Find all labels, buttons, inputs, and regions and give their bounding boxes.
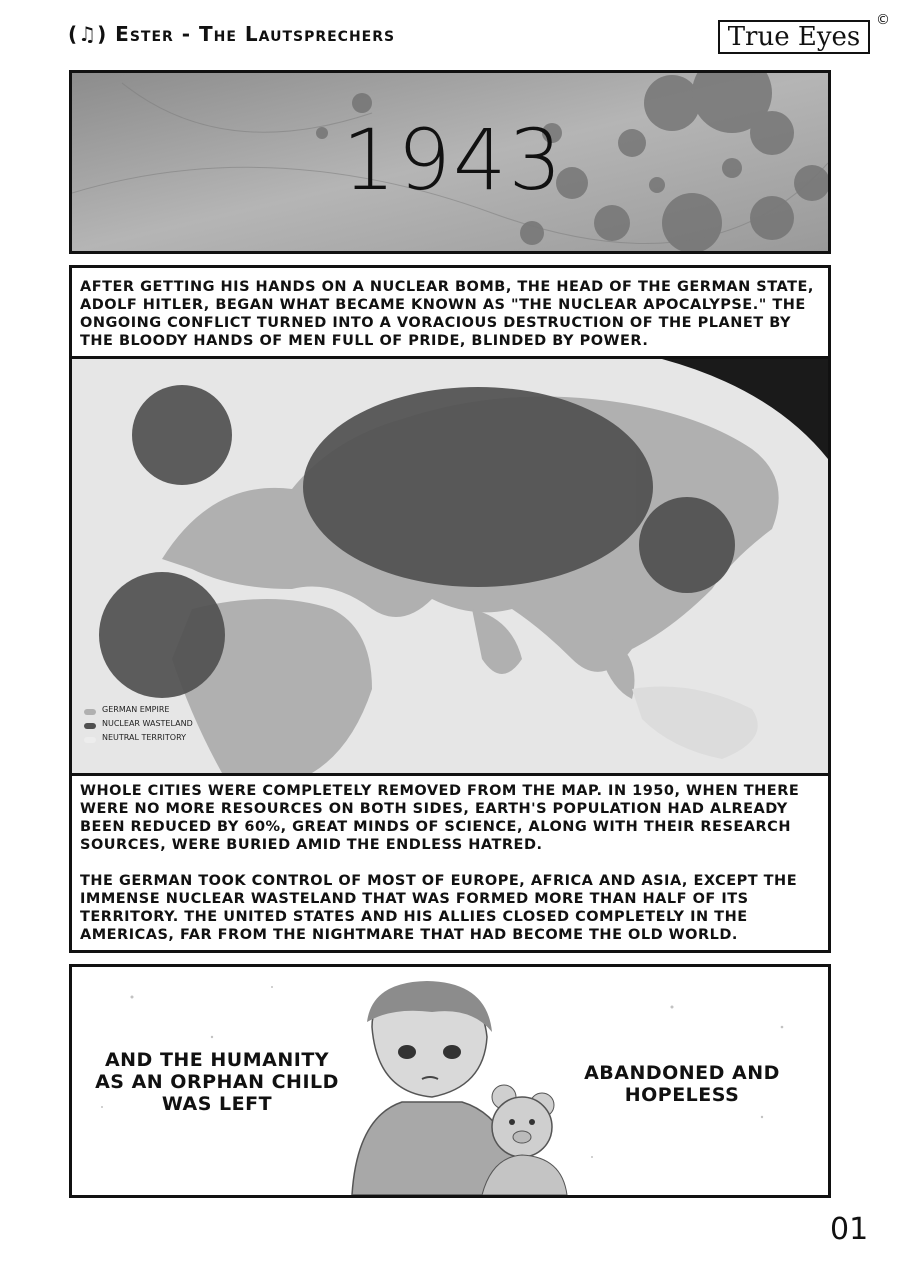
legend-label-german-empire: GERMAN EMPIRE bbox=[102, 705, 170, 714]
orphan-child-panel bbox=[69, 964, 831, 1198]
legend-swatch-german-empire bbox=[84, 709, 96, 715]
teddy-bear bbox=[482, 1085, 567, 1195]
page-number: 01 bbox=[830, 1212, 869, 1247]
year-title: 1943 bbox=[342, 111, 564, 209]
legend-label-neutral-territory: NEUTRAL TERRITORY bbox=[102, 733, 187, 742]
legend-label-nuclear-wasteland: NUCLEAR WASTELAND bbox=[102, 719, 193, 728]
year-panel bbox=[69, 70, 831, 254]
map-panel bbox=[69, 265, 831, 953]
legend-swatch-nuclear-wasteland bbox=[84, 723, 96, 729]
legend-swatch-neutral-territory bbox=[84, 737, 96, 743]
comic-header-title: (♫) Ester - The Lautsprechers bbox=[68, 22, 396, 46]
copyright-symbol: © bbox=[876, 12, 890, 28]
world-map bbox=[72, 356, 828, 776]
speech-bubble-left: AND THE HUMANITY AS AN ORPHAN CHILD WAS LEFT bbox=[95, 1049, 339, 1115]
speech-bubble-right: ABANDONED AND HOPELESS bbox=[584, 1062, 780, 1106]
narration-box-territory: THE GERMAN TOOK CONTROL OF MOST OF EUROPE, AFRICA AND ASIA, EXCEPT THE IMMENSE NUCLEAR WASTELAND THAT WAS FORMED MORE THAN HALF OF ITS TERRITORY. THE UNITED STATES AND HIS ALLIES CLOSED COMPLETELY IN THE AMERICAS, FAR FROM THE NIGHTMARE THAT HAD BECOME THE OLD WORLD. bbox=[80, 873, 798, 943]
narration-box-destruction: WHOLE CITIES WERE COMPLETELY REMOVED FROM THE MAP. IN 1950, WHEN THERE WERE NO MORE RESOURCES ON BOTH SIDES, EARTH'S POPULATION HAD ALREADY BEEN REDUCED BY 60%, GREAT MINDS OF SCIENCE, ALONG WITH THEIR RESEARCH SOURCES, WERE BURIED AMID THE ENDLESS HATRED. bbox=[80, 783, 800, 853]
map-legend bbox=[84, 709, 96, 743]
world-map-illustration bbox=[72, 359, 828, 773]
narration-box-intro: AFTER GETTING HIS HANDS ON A NUCLEAR BOMB, THE HEAD OF THE GERMAN STATE, ADOLF HITLER, BEGAN WHAT BECAME KNOWN AS "THE NUCLEAR APOCALYPSE." THE ONGOING CONFLICT TURNED INTO A VORACIOUS DESTRUCTION OF THE PLANET BY THE BLOODY HANDS OF MEN FULL OF PRIDE, BLINDED BY POWER. bbox=[80, 279, 814, 349]
true-eyes-logo: True Eyes bbox=[718, 20, 870, 54]
